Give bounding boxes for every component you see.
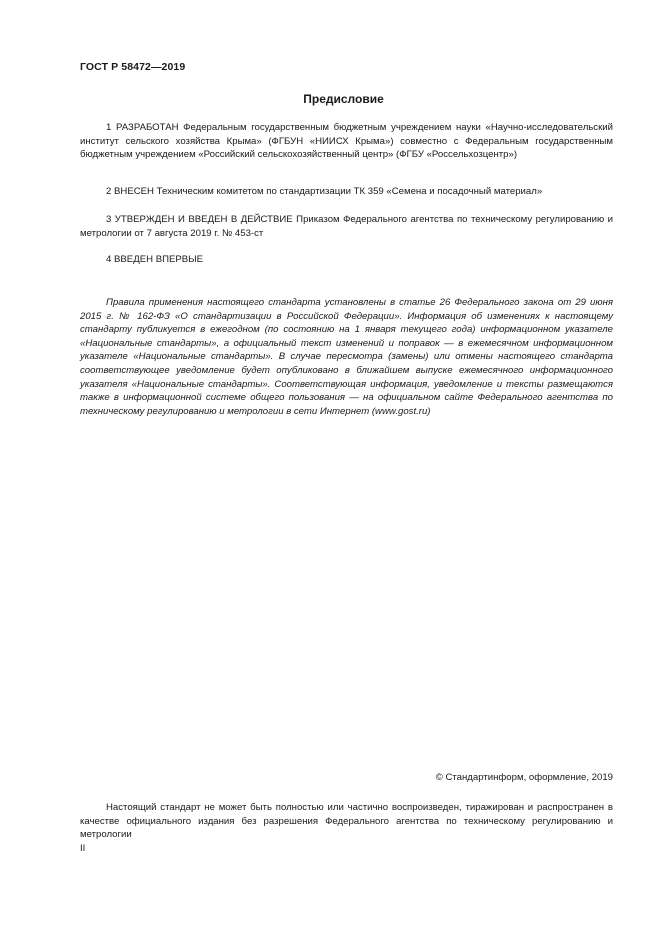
copyright-notice: © Стандартинформ, оформление, 2019 (435, 772, 613, 783)
document-code: ГОСТ Р 58472—2019 (80, 61, 186, 73)
paragraph-introduced: 2 ВНЕСЕН Техническим комитетом по стандартизации ТК 359 «Семена и посадочный материал» (106, 186, 543, 197)
application-rules-notice: Правила применения настоящего стандарта установлены в статье 26 Федерального закона от 29 июня 2015 г. № 162-ФЗ «О стандартизации в Российской Федерации». Информация об изменениях к настоящему стандарту публикуется в ежегодном (по состоянию на 1 января текущего года) информационном указателе «Национальные стандарты», а официальный текст изменений и поправок — в ежемесячном информационном указателе «Национальные стандарты». В случае пересмотра (замены) или отмены настоящего стандарта соответствующее уведомление будет опубликовано в ближайшем выпуске ежемесячного информационного указателя «Национальные стандарты». Соответствующая информация, уведомление и тексты размещаются также в информационной системе общего пользования — на официальном сайте Федерального агентства по техническому регулированию и метрологии в сети Интернет (www.gost.ru) (80, 297, 613, 417)
paragraph-developed: 1 РАЗРАБОТАН Федеральным государственным бюджетным учреждением науки «Научно-исследовательский институт сельского хозяйства Крыма» (ФГБУН «НИИСХ Крыма») совместно с Федеральным государственным бюджетным учреждением «Российский сельскохозяйственный центр» (ФГБУ «Россельхозцентр») (80, 122, 613, 161)
page-number: II (80, 843, 86, 854)
legal-notice: Настоящий стандарт не может быть полностью или частично воспроизведен, тиражирован и распространен в качестве официального издания без разрешения Федерального агентства по техническому регулированию и метрологии (80, 802, 613, 841)
paragraph-approved: 3 УТВЕРЖДЕН И ВВЕДЕН В ДЕЙСТВИЕ Приказом Федерального агентства по техническому регулированию и метрологии от 7 августа 2019 г. № 453-ст (80, 214, 613, 239)
page-title: Предисловие (303, 92, 384, 106)
paragraph-first-introduced: 4 ВВЕДЕН ВПЕРВЫЕ (106, 254, 204, 265)
